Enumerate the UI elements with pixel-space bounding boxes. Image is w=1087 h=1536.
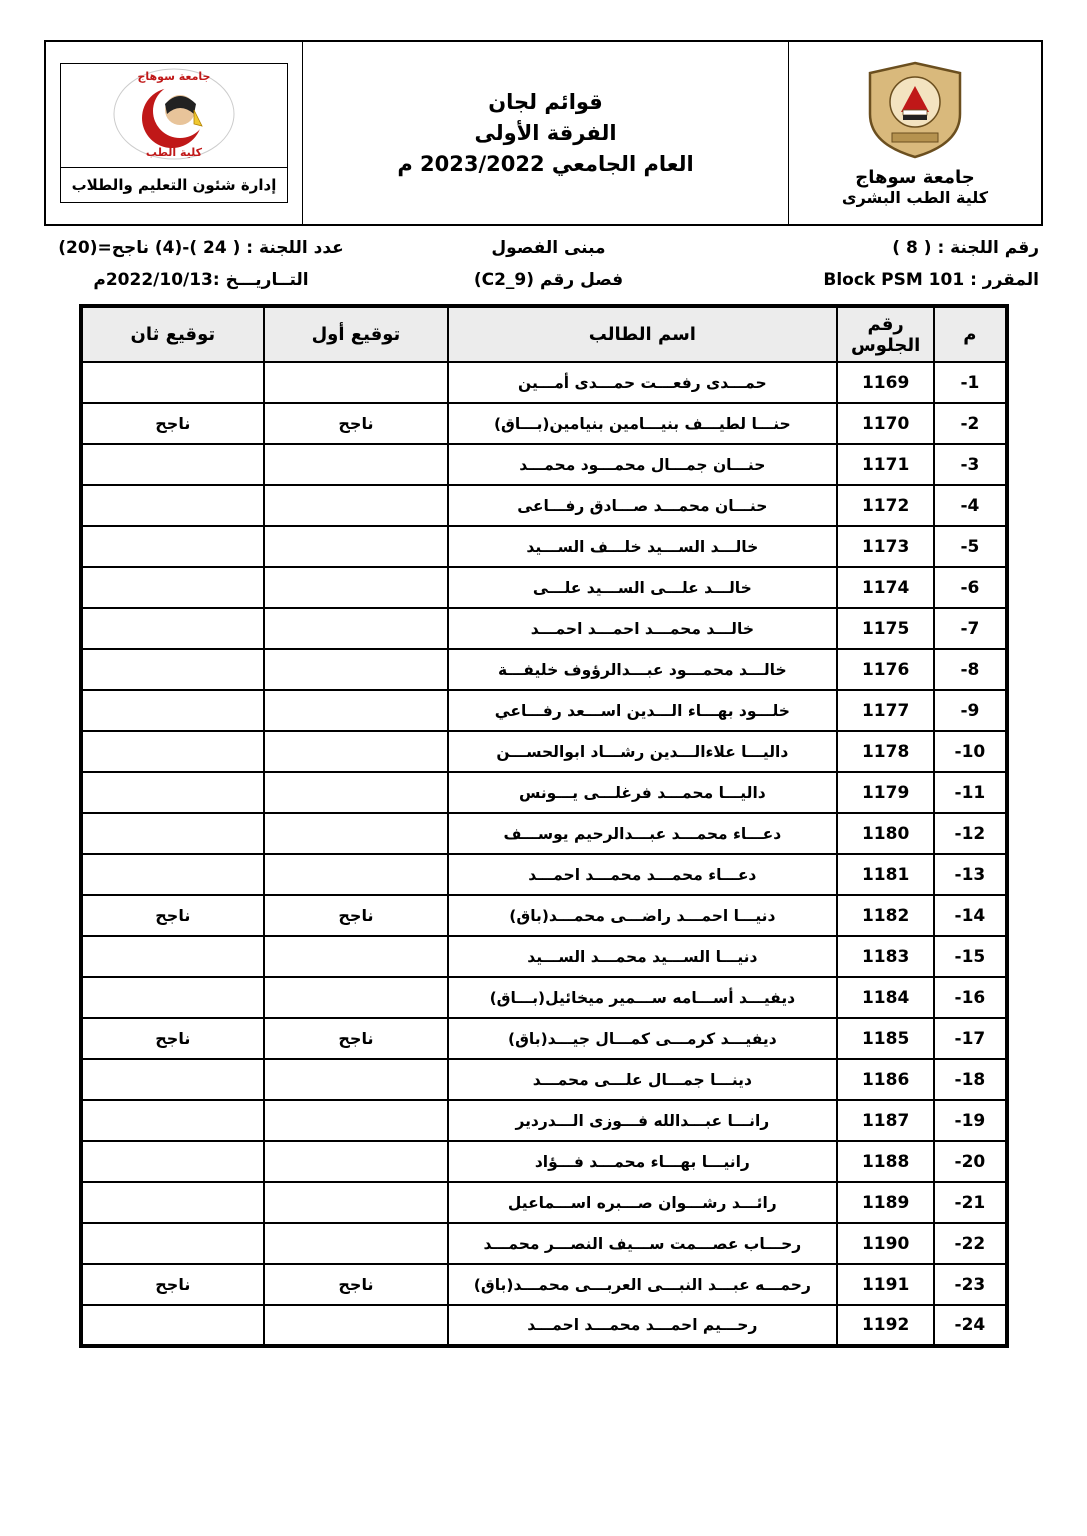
- row-signature-2: ناجح: [81, 403, 265, 444]
- row-signature-2: [81, 1141, 265, 1182]
- row-seat-number: 1178: [837, 731, 934, 772]
- row-signature-2: [81, 854, 265, 895]
- row-seat-number: 1176: [837, 649, 934, 690]
- row-signature-2: [81, 567, 265, 608]
- title-line-1: قوائم لجان: [488, 90, 603, 114]
- table-row: [81, 526, 1007, 567]
- row-seat-number: 1171: [837, 444, 934, 485]
- row-signature-1: ناجح: [264, 1264, 448, 1305]
- col-header-seat: رقم الجلوس: [837, 306, 934, 362]
- row-signature-1: [264, 731, 448, 772]
- row-student-name: ديفيـــد كرمـــى كمـــال جيـــد(باق): [448, 1018, 837, 1059]
- row-signature-1: [264, 1100, 448, 1141]
- row-student-name: رحـــيم احمـــد محمـــد احمـــد: [448, 1305, 837, 1346]
- row-student-name: حمـــدى رفعـــت حمـــدى أمـــين: [448, 362, 837, 403]
- svg-text:كلية الطب: كلية الطب: [145, 145, 203, 159]
- row-student-name: خلـــود بهـــاء الـــدين اســـعد رفـــاعي: [448, 690, 837, 731]
- row-signature-2: ناجح: [81, 895, 265, 936]
- table-row: [81, 1305, 1007, 1346]
- row-seat-number: 1177: [837, 690, 934, 731]
- row-serial: -21: [934, 1182, 1006, 1223]
- row-signature-1: [264, 813, 448, 854]
- row-signature-1: [264, 444, 448, 485]
- row-signature-2: [81, 485, 265, 526]
- table-row: [81, 485, 1007, 526]
- title-line-2: الفرقة الأولى: [474, 121, 617, 145]
- row-seat-number: 1175: [837, 608, 934, 649]
- table-row: [81, 1264, 1007, 1305]
- row-serial: -14: [934, 895, 1006, 936]
- row-student-name: خالـــد محمـــد احمـــد احمـــد: [448, 608, 837, 649]
- faculty-name: كلية الطب البشرى: [841, 187, 989, 207]
- table-row: [81, 1018, 1007, 1059]
- row-seat-number: 1187: [837, 1100, 934, 1141]
- row-signature-2: [81, 1182, 265, 1223]
- row-seat-number: 1191: [837, 1264, 934, 1305]
- student-roster-table: [79, 304, 1009, 1348]
- table-row: [81, 1059, 1007, 1100]
- row-signature-2: [81, 772, 265, 813]
- table-row: [81, 649, 1007, 690]
- university-seal-block: [789, 42, 1041, 224]
- row-student-name: حنـــان جمـــال محمـــود محمـــد: [448, 444, 837, 485]
- row-seat-number: 1190: [837, 1223, 934, 1264]
- table-row: [81, 362, 1007, 403]
- row-signature-2: [81, 1100, 265, 1141]
- row-student-name: داليـــا محمـــد فرغلـــى يـــونس: [448, 772, 837, 813]
- document-title-block: [302, 42, 789, 224]
- exam-info-section: [44, 226, 1043, 296]
- row-serial: -23: [934, 1264, 1006, 1305]
- row-signature-1: [264, 362, 448, 403]
- table-row: [81, 444, 1007, 485]
- row-signature-2: ناجح: [81, 1018, 265, 1059]
- col-header-sig1: توقيع أول: [264, 306, 448, 362]
- row-serial: -8: [934, 649, 1006, 690]
- row-signature-2: [81, 813, 265, 854]
- table-row: [81, 936, 1007, 977]
- row-signature-1: [264, 854, 448, 895]
- col-header-name: اسم الطالب: [448, 306, 837, 362]
- row-student-name: دعـــاء محمـــد عبـــدالرحيم يوســـف: [448, 813, 837, 854]
- row-signature-1: [264, 936, 448, 977]
- row-seat-number: 1185: [837, 1018, 934, 1059]
- row-serial: -17: [934, 1018, 1006, 1059]
- table-row: [81, 690, 1007, 731]
- row-serial: -16: [934, 977, 1006, 1018]
- row-seat-number: 1189: [837, 1182, 934, 1223]
- col-header-serial: م: [934, 306, 1006, 362]
- row-seat-number: 1184: [837, 977, 934, 1018]
- row-signature-1: [264, 772, 448, 813]
- row-seat-number: 1170: [837, 403, 934, 444]
- table-row: [81, 895, 1007, 936]
- table-row: [81, 854, 1007, 895]
- row-seat-number: 1169: [837, 362, 934, 403]
- table-row: [81, 813, 1007, 854]
- university-name: جامعة سوهاج: [855, 166, 975, 188]
- room-number: فصل رقم (C2_9): [473, 270, 624, 290]
- row-seat-number: 1181: [837, 854, 934, 895]
- row-serial: -12: [934, 813, 1006, 854]
- row-serial: -6: [934, 567, 1006, 608]
- row-seat-number: 1173: [837, 526, 934, 567]
- row-signature-1: ناجح: [264, 895, 448, 936]
- row-serial: -7: [934, 608, 1006, 649]
- row-serial: -15: [934, 936, 1006, 977]
- row-signature-2: [81, 526, 265, 567]
- row-signature-1: [264, 485, 448, 526]
- row-seat-number: 1180: [837, 813, 934, 854]
- row-student-name: رانيـــا بهـــاء محمـــد فـــؤاد: [448, 1141, 837, 1182]
- row-signature-2: [81, 649, 265, 690]
- row-student-name: دنيـــا احمـــد راضـــى محمـــد(باق): [448, 895, 837, 936]
- row-serial: -3: [934, 444, 1006, 485]
- row-signature-2: [81, 444, 265, 485]
- admin-box: [60, 63, 288, 203]
- row-signature-1: [264, 1059, 448, 1100]
- row-signature-2: [81, 1059, 265, 1100]
- row-student-name: حنـــان محمـــد صـــادق رفـــاعى: [448, 485, 837, 526]
- row-signature-1: [264, 526, 448, 567]
- row-signature-2: ناجح: [81, 1264, 265, 1305]
- row-seat-number: 1186: [837, 1059, 934, 1100]
- row-seat-number: 1174: [837, 567, 934, 608]
- row-signature-1: [264, 1223, 448, 1264]
- committee-number: رقم اللجنة : ( 8 ): [892, 238, 1039, 258]
- row-signature-2: [81, 936, 265, 977]
- row-student-name: خالـــد محمـــود عبـــدالرؤوف خليفـــة: [448, 649, 837, 690]
- col-header-sig2: توقيع ثان: [81, 306, 265, 362]
- row-signature-1: [264, 977, 448, 1018]
- row-student-name: دعـــاء محمـــد محمـــد احمـــد: [448, 854, 837, 895]
- row-student-name: داليـــا علاءالـــدين رشـــاد ابوالحســـن: [448, 731, 837, 772]
- row-signature-2: [81, 977, 265, 1018]
- row-signature-1: [264, 690, 448, 731]
- row-serial: -18: [934, 1059, 1006, 1100]
- row-serial: -20: [934, 1141, 1006, 1182]
- table-row: [81, 1182, 1007, 1223]
- row-seat-number: 1188: [837, 1141, 934, 1182]
- row-signature-1: [264, 1305, 448, 1346]
- row-signature-1: [264, 1182, 448, 1223]
- row-signature-2: [81, 1223, 265, 1264]
- svg-text:جامعة سوهاج: جامعة سوهاج: [137, 69, 211, 83]
- row-signature-1: ناجح: [264, 1018, 448, 1059]
- row-student-name: رائـــد رشـــوان صـــبره اســـماعيل: [448, 1182, 837, 1223]
- table-row: [81, 731, 1007, 772]
- table-row: [81, 1100, 1007, 1141]
- building-name: مبنى الفصول: [491, 238, 606, 258]
- row-signature-1: [264, 1141, 448, 1182]
- row-signature-1: [264, 608, 448, 649]
- row-student-name: رحمـــه عبـــد النبـــى العربـــى محمـــد(باق): [448, 1264, 837, 1305]
- row-seat-number: 1192: [837, 1305, 934, 1346]
- table-row: [81, 772, 1007, 813]
- row-signature-1: [264, 567, 448, 608]
- row-student-name: رحـــاب عصـــمت ســـيف النصـــر محمـــد: [448, 1223, 837, 1264]
- title-line-3: العام الجامعي 2023/2022 م: [397, 152, 694, 176]
- row-student-name: حنـــا لطيـــف بنيـــامين بنيامين(بـــاق): [448, 403, 837, 444]
- row-signature-2: [81, 362, 265, 403]
- admin-label: إدارة شئون التعليم والطلاب: [71, 176, 277, 194]
- crescent-logo-icon: [110, 66, 238, 166]
- row-student-name: ديفيـــد أســـامه ســـمير ميخائيل(بـــاق): [448, 977, 837, 1018]
- row-serial: -2: [934, 403, 1006, 444]
- row-serial: -9: [934, 690, 1006, 731]
- row-student-name: رانـــا عبـــدالله فـــوزى الـــدردير: [448, 1100, 837, 1141]
- committee-count: عدد اللجنة : ( 24 )-(4) ناجح=(20): [58, 238, 344, 258]
- row-signature-2: [81, 731, 265, 772]
- row-serial: -10: [934, 731, 1006, 772]
- row-signature-2: [81, 690, 265, 731]
- row-serial: -5: [934, 526, 1006, 567]
- row-serial: -22: [934, 1223, 1006, 1264]
- table-row: [81, 567, 1007, 608]
- row-serial: -24: [934, 1305, 1006, 1346]
- course-name: المقرر : Block PSM 101: [823, 270, 1039, 290]
- row-serial: -11: [934, 772, 1006, 813]
- student-table-body: [81, 362, 1007, 1346]
- row-serial: -4: [934, 485, 1006, 526]
- admin-block: [46, 42, 302, 224]
- row-student-name: دنيـــا الســـيد محمـــد الســـيد: [448, 936, 837, 977]
- row-serial: -19: [934, 1100, 1006, 1141]
- roster-header-row: [81, 306, 1007, 362]
- page-header: [44, 40, 1043, 226]
- row-signature-1: [264, 649, 448, 690]
- faculty-logo: [61, 64, 287, 168]
- row-seat-number: 1183: [837, 936, 934, 977]
- table-row: [81, 977, 1007, 1018]
- table-row: [81, 608, 1007, 649]
- university-seal-icon: [859, 60, 971, 164]
- exam-date: التــاريـــخ :2022/10/13م: [93, 270, 309, 290]
- table-row: [81, 1141, 1007, 1182]
- row-student-name: خالـــد علـــى الســـيد علـــى: [448, 567, 837, 608]
- row-signature-2: [81, 608, 265, 649]
- row-student-name: دينـــا جمـــال علـــى محمـــد: [448, 1059, 837, 1100]
- roster-header: [81, 306, 1007, 362]
- row-seat-number: 1179: [837, 772, 934, 813]
- row-seat-number: 1172: [837, 485, 934, 526]
- row-student-name: خالـــد الســـيد خلـــف الســـيد: [448, 526, 837, 567]
- row-signature-2: [81, 1305, 265, 1346]
- row-serial: -1: [934, 362, 1006, 403]
- row-seat-number: 1182: [837, 895, 934, 936]
- row-signature-1: ناجح: [264, 403, 448, 444]
- table-row: [81, 1223, 1007, 1264]
- table-row: [81, 403, 1007, 444]
- row-serial: -13: [934, 854, 1006, 895]
